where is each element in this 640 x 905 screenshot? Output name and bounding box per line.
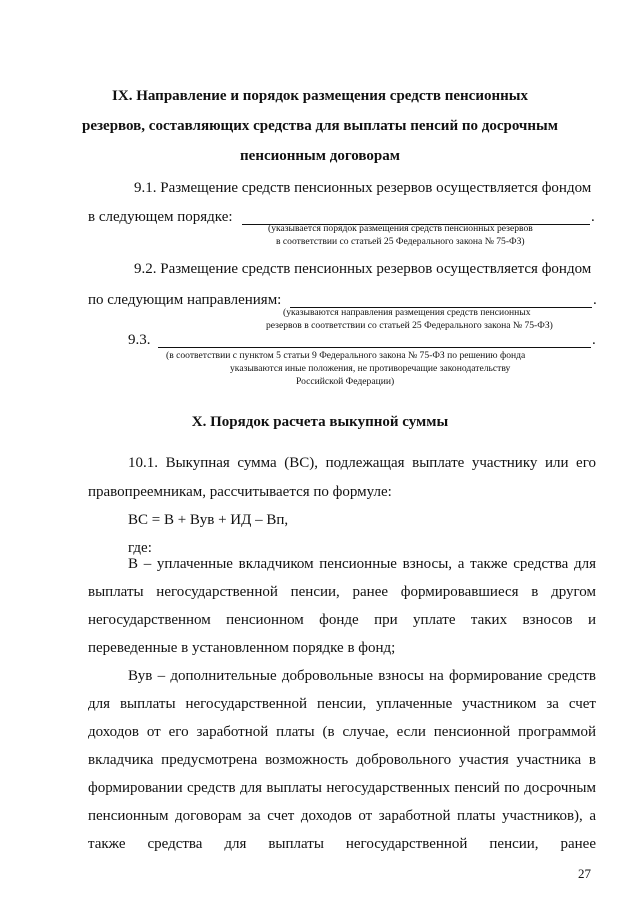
section-9-title-line-1: IX. Направление и порядок размещения средств пенсионных <box>112 88 528 104</box>
p91-note-1: (указывается порядок размещения средств пенсионных резервов <box>268 223 533 234</box>
b-def-line-3: негосударственном пенсионном фонде при уплате таких взносов и <box>88 612 596 628</box>
p92-end-dot: . <box>593 292 597 308</box>
page-number: 27 <box>578 866 591 881</box>
p93-note-1: (в соответствии с пунктом 5 статьи 9 Федерального закона № 75-ФЗ по решению фонда <box>166 350 526 361</box>
bov-def-line-1: Вув – дополнительные добровольные взносы на формирование средств <box>128 668 596 684</box>
b-def-line-1: В – уплаченные вкладчиком пенсионные взносы, а также средства для <box>128 556 596 572</box>
bov-def-line-7: также средства для выплаты негосударственной пенсии, ранее <box>88 836 596 852</box>
b-def-line-2: выплаты негосударственной пенсии, ранее формировавшиеся в другом <box>88 584 596 600</box>
p101-line-1: 10.1. Выкупная сумма (ВС), подлежащая выплате участнику или его <box>128 455 596 471</box>
section-9-title-line-3: пенсионным договорам <box>240 148 400 164</box>
section-10-title: X. Порядок расчета выкупной суммы <box>191 414 449 430</box>
p91-line-2-prefix: в следующем порядке: <box>88 209 233 225</box>
p93-fill-line <box>158 347 591 348</box>
p91-note-2: в соответствии со статьей 25 Федерального закона № 75-ФЗ) <box>276 236 525 247</box>
p91-line-1: 9.1. Размещение средств пенсионных резервов осуществляется фондом <box>134 180 592 196</box>
formula-where: где: <box>128 540 152 556</box>
p92-note-1: (указываются направления размещения средств пенсионных <box>283 307 531 318</box>
p93-label: 9.3. <box>128 332 151 348</box>
bov-def-line-4: вкладчика предусмотрена возможность добровольного участия участника в <box>88 752 596 768</box>
b-def-line-4: переведенные в установленном порядке в фонд; <box>88 640 396 656</box>
p92-line-1: 9.2. Размещение средств пенсионных резервов осуществляется фондом <box>134 261 592 277</box>
bov-def-line-3: доходов от его заработной платы (в случае, если пенсионной программой <box>88 724 596 740</box>
bov-def-line-2: для выплаты негосударственной пенсии, уплаченные участником за счет <box>88 696 596 712</box>
p92-line-2-prefix: по следующим направлениям: <box>88 292 282 308</box>
bov-def-line-5: формировании средств для выплаты негосударственных пенсий по досрочным <box>88 780 596 796</box>
p93-note-3: Российской Федерации) <box>296 376 395 387</box>
p91-end-dot: . <box>591 209 595 225</box>
p101-line-2: правопреемникам, рассчитывается по формуле: <box>88 484 392 500</box>
bov-def-line-6: пенсионным договорам за счет доходов от заработной платы участников), а <box>88 808 596 824</box>
p92-note-2: резервов в соответствии со статьей 25 Федерального закона № 75-ФЗ) <box>266 320 553 331</box>
p93-end-dot: . <box>592 332 596 348</box>
formula: ВС = В + Вув + ИД – Вп, <box>128 512 289 528</box>
p93-note-2: указываются иные положения, не противоречащие законодательству <box>230 363 511 374</box>
section-9-title-line-2: резервов, составляющих средства для выплаты пенсий по досрочным <box>82 118 558 134</box>
